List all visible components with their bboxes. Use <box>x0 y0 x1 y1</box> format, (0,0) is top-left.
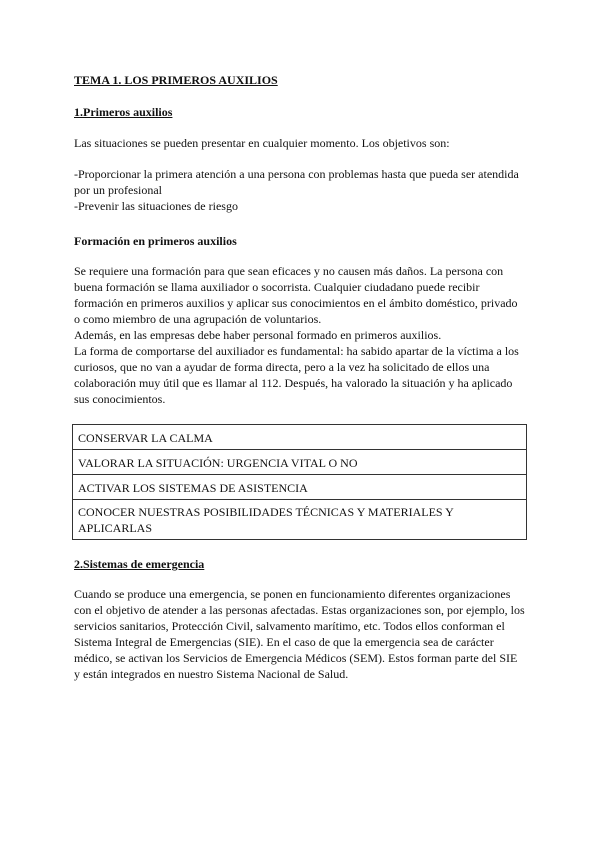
text-line: Se requiere una formación para que sean eficaces y no causen más daños. La persona con <box>74 264 504 278</box>
text-line: o como miembro de una agrupación de voluntarios. <box>74 312 322 326</box>
section2-heading: 2.Sistemas de emergencia <box>74 557 205 571</box>
text-line: médico, se activan los Servicios de Emergencia Médicos (SEM). Estos forman parte del SIE <box>74 651 518 665</box>
text-line: curiosos, que no van a ayudar de forma directa, pero a la vez ha solicitado de ellos una <box>74 360 490 374</box>
formacion-paragraph <box>74 263 529 407</box>
text-line: buena formación se llama auxiliador o socorrista. Cualquier ciudadano puede recibir <box>74 280 480 294</box>
formacion-heading: Formación en primeros auxilios <box>74 234 237 248</box>
text-line: formación en primeros auxilios y aplicar sus conocimientos en el ámbito doméstico, privado <box>74 296 518 310</box>
table-row <box>73 500 527 540</box>
text-line: Sistema Integral de Emergencias (SIE). En el caso de que la emergencia sea de carácter <box>74 635 494 649</box>
objectives-list <box>74 166 529 214</box>
page-title: TEMA 1. LOS PRIMEROS AUXILIOS <box>74 73 278 87</box>
objective-line: -Prevenir las situaciones de riesgo <box>74 199 238 213</box>
table-row <box>73 475 527 500</box>
table-cell: CONSERVAR LA CALMA <box>73 425 527 450</box>
table-cell: ACTIVAR LOS SISTEMAS DE ASISTENCIA <box>73 475 527 500</box>
text-line: servicios sanitarios, Protección Civil, salvamento marítimo, etc. Todos ellos conforman el <box>74 619 505 633</box>
text-line: Cuando se produce una emergencia, se ponen en funcionamiento diferentes organizaciones <box>74 587 511 601</box>
text-line: Además, en las empresas debe haber personal formado en primeros auxilios. <box>74 328 442 342</box>
section2-paragraph <box>74 586 529 682</box>
objective-line: -Proporcionar la primera atención a una persona con problemas hasta que pueda ser atendida <box>74 167 519 181</box>
text-line: con el objetivo de atender a las personas afectadas. Estas organizaciones son, por ejemplo, los <box>74 603 525 617</box>
steps-table <box>72 424 527 540</box>
text-line: sus conocimientos. <box>74 392 166 406</box>
text-line: colaboración muy útil que es llamar al 112. Después, ha valorado la situación y ha aplicado <box>74 376 513 390</box>
table-cell: VALORAR LA SITUACIÓN: URGENCIA VITAL O NO <box>73 450 527 475</box>
objective-line: por un profesional <box>74 183 162 197</box>
section1-heading: 1.Primeros auxilios <box>74 105 173 119</box>
table-cell: CONOCER NUESTRAS POSIBILIDADES TÉCNICAS Y MATERIALES Y APLICARLAS <box>73 500 527 540</box>
section1-intro: Las situaciones se pueden presentar en cualquier momento. Los objetivos son: <box>74 136 450 150</box>
text-line: La forma de comportarse del auxiliador es fundamental: ha sabido apartar de la víctima a los <box>74 344 519 358</box>
table-row <box>73 450 527 475</box>
text-line: y están integrados en nuestro Sistema Nacional de Salud. <box>74 667 349 681</box>
table-row <box>73 425 527 450</box>
